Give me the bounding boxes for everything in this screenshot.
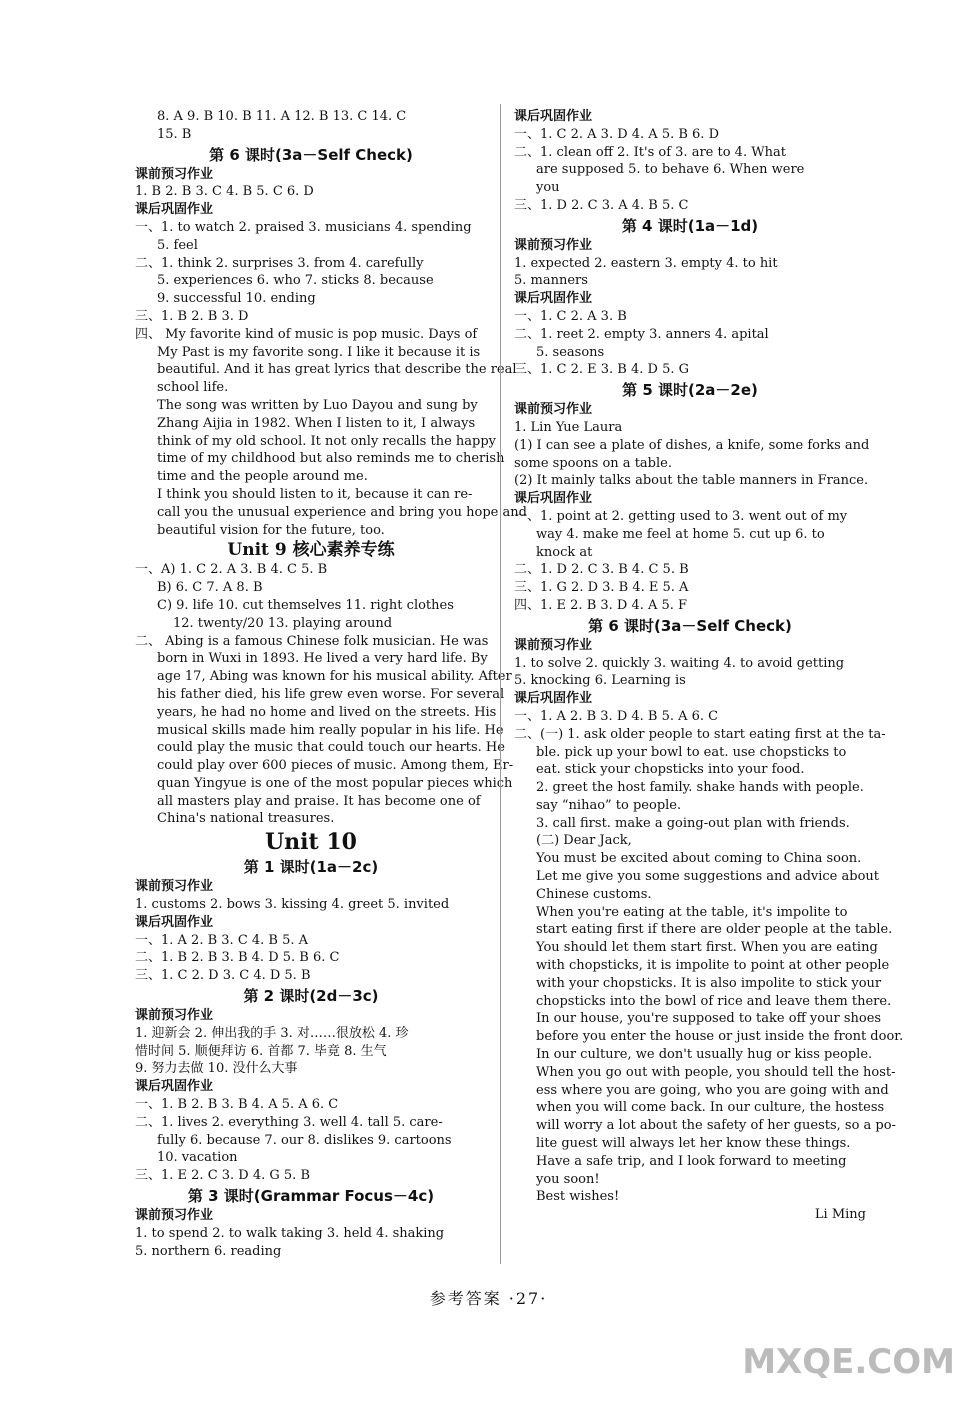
answer-line: Zhang Aijia in 1982. When I listen to it, I always: [157, 415, 476, 431]
answer-line: fully 6. because 7. our 8. dislikes 9. cartoons: [157, 1132, 452, 1148]
answer-line: 三、1. B 2. B 3. D: [135, 308, 249, 324]
answer-line: Let me give you some suggestions and advice about: [536, 869, 880, 885]
answer-line: 三、1. C 2. E 3. B 4. D 5. G: [514, 362, 690, 378]
answer-line: start eating first if there are older people at the table.: [536, 922, 893, 938]
answer-line: knock at: [536, 544, 593, 560]
unit-heading: Unit 10: [265, 829, 357, 856]
answer-line: 1. 迎新会 2. 伸出我的手 3. 对……很放松 4. 珍: [135, 1025, 409, 1041]
unit-heading: Unit 9 核心素养专练: [227, 540, 395, 561]
lesson-heading: 第 2 课时(2d－3c): [243, 987, 379, 1006]
answer-line: 二、1. B 2. B 3. B 4. D 5. B 6. C: [135, 950, 340, 966]
answer-line: 一、1. A 2. B 3. C 4. B 5. A: [135, 932, 309, 948]
section-heading: 课前预习作业: [135, 166, 214, 182]
answer-line: 2. greet the host family. shake hands with people.: [536, 780, 864, 796]
answer-line: 一、1. B 2. B 3. B 4. A 5. A 6. C: [135, 1097, 339, 1113]
answer-line: 一、1. A 2. B 3. D 4. B 5. A 6. C: [514, 708, 719, 724]
lesson-heading: 第 4 课时(1a－1d): [621, 216, 759, 235]
answer-line: 1. to spend 2. to walk taking 3. held 4. shaking: [135, 1225, 445, 1241]
answer-line: 二、1. lives 2. everything 3. well 4. tall 5. care-: [135, 1114, 443, 1130]
answer-line: quan Yingyue is one of the most popular pieces which: [157, 775, 513, 791]
answer-line: I think you should listen to it, because it can re-: [157, 486, 473, 502]
answer-line: Chinese customs.: [536, 886, 652, 902]
answer-line: You should let them start first. When you are eating: [536, 940, 878, 956]
section-heading: 课后巩固作业: [135, 202, 214, 218]
page-footer: 参考答案 ·27·: [429, 1289, 548, 1308]
answer-line: time of my childhood but also reminds me to cherish: [157, 451, 505, 467]
right-column: [514, 108, 904, 1224]
answer-line: ess where you are going, who you are going with and: [536, 1082, 889, 1098]
answer-line: You must be excited about coming to China soon.: [536, 851, 862, 867]
answer-line: you soon!: [536, 1171, 600, 1187]
answer-line: eat. stick your chopsticks into your food.: [536, 762, 805, 778]
answer-line: beautiful vision for the future, too.: [157, 522, 385, 538]
answer-line: When you're eating at the table, it's impolite to: [536, 904, 848, 920]
answer-line: when you will come back. In our culture, the hostess: [536, 1100, 885, 1116]
answer-line: 一、1. to watch 2. praised 3. musicians 4. spending: [135, 219, 472, 235]
answer-line: his father died, his life grew even worse. For several: [157, 686, 505, 702]
answer-line: Best wishes!: [536, 1189, 620, 1205]
answer-line: time and the people around me.: [157, 469, 368, 485]
answer-line: 12. twenty/20 13. playing around: [173, 615, 393, 631]
answer-line: years, he had no home and lived on the streets. His: [157, 704, 497, 720]
answer-line: 一、1. C 2. A 3. D 4. A 5. B 6. D: [514, 126, 719, 142]
answer-line: 四、1. E 2. B 3. D 4. A 5. F: [514, 597, 688, 613]
answer-line: 1. to solve 2. quickly 3. waiting 4. to avoid getting: [514, 655, 845, 671]
answer-line: age 17, Abing was known for his musical ability. After: [157, 669, 512, 685]
answer-line: 三、1. C 2. D 3. C 4. D 5. B: [135, 968, 311, 984]
answer-line: 一、1. C 2. A 3. B: [514, 308, 627, 324]
section-heading: 课前预习作业: [514, 237, 593, 253]
answer-line: could play the music that could touch our hearts. He: [157, 740, 505, 756]
column-divider: [500, 104, 501, 1264]
answer-line: 5. seasons: [536, 344, 605, 360]
section-heading: 课前预习作业: [135, 879, 214, 895]
lesson-heading: 第 3 课时(Grammar Focus－4c): [187, 1187, 435, 1206]
lesson-heading: 第 6 课时(3a－Self Check): [588, 616, 792, 635]
answer-line: think of my old school. It not only recalls the happy: [157, 433, 497, 449]
answer-line: lite guest will always let her know these things.: [536, 1136, 851, 1152]
section-heading: 课后巩固作业: [514, 491, 593, 507]
answer-line: 四、 My favorite kind of music is pop music. Days of: [135, 326, 478, 342]
answer-line: 三、1. G 2. D 3. B 4. E 5. A: [514, 580, 689, 596]
answer-line: 二、1. D 2. C 3. B 4. C 5. B: [514, 562, 689, 578]
section-heading: 课后巩固作业: [514, 109, 593, 124]
section-heading: 课后巩固作业: [514, 691, 593, 707]
answer-line: 9. successful 10. ending: [157, 291, 316, 307]
answer-line: 10. vacation: [157, 1150, 238, 1166]
lesson-heading: 第 1 课时(1a－2c): [243, 858, 379, 877]
answer-line: 5. feel: [157, 237, 198, 253]
lesson-heading: 第 5 课时(2a－2e): [622, 381, 758, 400]
answer-line: (二) Dear Jack,: [536, 833, 632, 849]
answer-line: When you go out with people, you should tell the host-: [536, 1064, 896, 1080]
answer-line: 二、1. think 2. surprises 3. from 4. carefully: [135, 255, 424, 271]
answer-line: 5. northern 6. reading: [135, 1243, 282, 1259]
answer-line: 二、(一) 1. ask older people to start eating first at the ta-: [514, 726, 886, 742]
answer-line: (2) It mainly talks about the table manners in France.: [514, 473, 869, 489]
answer-line: call you the unusual experience and bring you hope and: [157, 504, 527, 520]
answer-line: B) 6. C 7. A 8. B: [157, 580, 263, 596]
answer-line: In our house, you're supposed to take off your shoes: [536, 1011, 882, 1027]
answer-line: say “nihao” to people.: [536, 797, 682, 813]
answer-line: way 4. make me feel at home 5. cut up 6. to: [536, 526, 825, 542]
answer-line: you: [536, 180, 560, 196]
section-heading: 课后巩固作业: [135, 914, 214, 930]
answer-line: 1. customs 2. bows 3. kissing 4. greet 5. invited: [135, 897, 450, 913]
section-heading: 课前预习作业: [135, 1208, 214, 1224]
answer-line: 5. experiences 6. who 7. sticks 8. because: [157, 273, 434, 289]
answer-line: 5. manners: [514, 273, 588, 289]
signature: Li Ming: [814, 1207, 866, 1223]
answer-line: musical skills made him really popular in his life. He: [157, 722, 504, 738]
section-heading: 课前预习作业: [514, 402, 593, 418]
answer-line: are supposed 5. to behave 6. When were: [536, 162, 805, 178]
answer-line: school life.: [157, 380, 229, 396]
section-heading: 课前预习作业: [514, 637, 593, 653]
answer-line: 8. A 9. B 10. B 11. A 12. B 13. C 14. C: [157, 109, 407, 124]
answer-line: 1. B 2. B 3. C 4. B 5. C 6. D: [135, 184, 314, 200]
answer-line: with chopsticks, it is impolite to point at other people: [536, 958, 890, 974]
left-column: [135, 108, 527, 1260]
answer-line: 二、1. clean off 2. It's of 3. are to 4. What: [514, 144, 786, 160]
watermark-logo: MXQE.COM: [742, 1342, 955, 1382]
answer-line: 5. knocking 6. Learning is: [514, 673, 686, 689]
answer-line: 3. call first. make a going-out plan with friends.: [536, 815, 850, 831]
answer-line: before you enter the house or just inside the front door.: [536, 1029, 904, 1045]
answer-line: born in Wuxi in 1893. He lived a very hard life. By: [157, 651, 488, 667]
answer-line: 一、1. point at 2. getting used to 3. went out of my: [514, 508, 848, 524]
answer-line: C) 9. life 10. cut themselves 11. right clothes: [157, 597, 454, 613]
section-heading: 课前预习作业: [135, 1008, 214, 1024]
answer-line: 三、1. D 2. C 3. A 4. B 5. C: [514, 197, 689, 213]
answer-line: beautiful. And it has great lyrics that describe the real: [157, 362, 517, 378]
answer-line: 惜时间 5. 顺便拜访 6. 首都 7. 毕竟 8. 生气: [135, 1043, 387, 1059]
answer-line: 1. expected 2. eastern 3. empty 4. to hit: [514, 255, 778, 271]
answer-line: My Past is my favorite song. I like it because it is: [157, 344, 481, 360]
answer-line: 三、1. E 2. C 3. D 4. G 5. B: [135, 1168, 311, 1184]
answer-line: 1. Lin Yue Laura: [514, 419, 623, 435]
answer-line: 15. B: [157, 126, 192, 142]
answer-line: 9. 努力去做 10. 没什么大事: [135, 1061, 298, 1077]
answer-line: (1) I can see a plate of dishes, a knife, some forks and: [514, 437, 870, 453]
answer-line: with your chopsticks. It is also impolite to stick your: [536, 975, 882, 991]
answer-line: The song was written by Luo Dayou and sung by: [157, 397, 478, 413]
section-heading: 课后巩固作业: [135, 1079, 214, 1095]
answer-line: chopsticks into the bowl of rice and leave them there.: [536, 993, 892, 1009]
section-heading: 课后巩固作业: [514, 291, 593, 307]
answer-line: ble. pick up your bowl to eat. use chopsticks to: [536, 744, 847, 760]
answer-line: 一、A) 1. C 2. A 3. B 4. C 5. B: [135, 562, 328, 578]
answer-line: 二、1. reet 2. empty 3. anners 4. apital: [514, 326, 769, 342]
answer-line: could play over 600 pieces of music. Among them, Er-: [157, 758, 514, 774]
answer-line: 二、 Abing is a famous Chinese folk musician. He was: [135, 633, 489, 649]
answer-line: some spoons on a table.: [514, 455, 672, 471]
answer-line: all masters play and praise. It has become one of: [157, 793, 481, 809]
answer-line: In our culture, we don't usually hug or kiss people.: [536, 1047, 873, 1063]
lesson-heading: 第 6 课时(3a－Self Check): [209, 145, 413, 164]
answer-line: China's national treasures.: [157, 811, 335, 827]
answer-line: Have a safe trip, and I look forward to meeting: [536, 1153, 847, 1169]
answer-line: will worry a lot about the safety of her guests, so a po-: [536, 1118, 896, 1134]
